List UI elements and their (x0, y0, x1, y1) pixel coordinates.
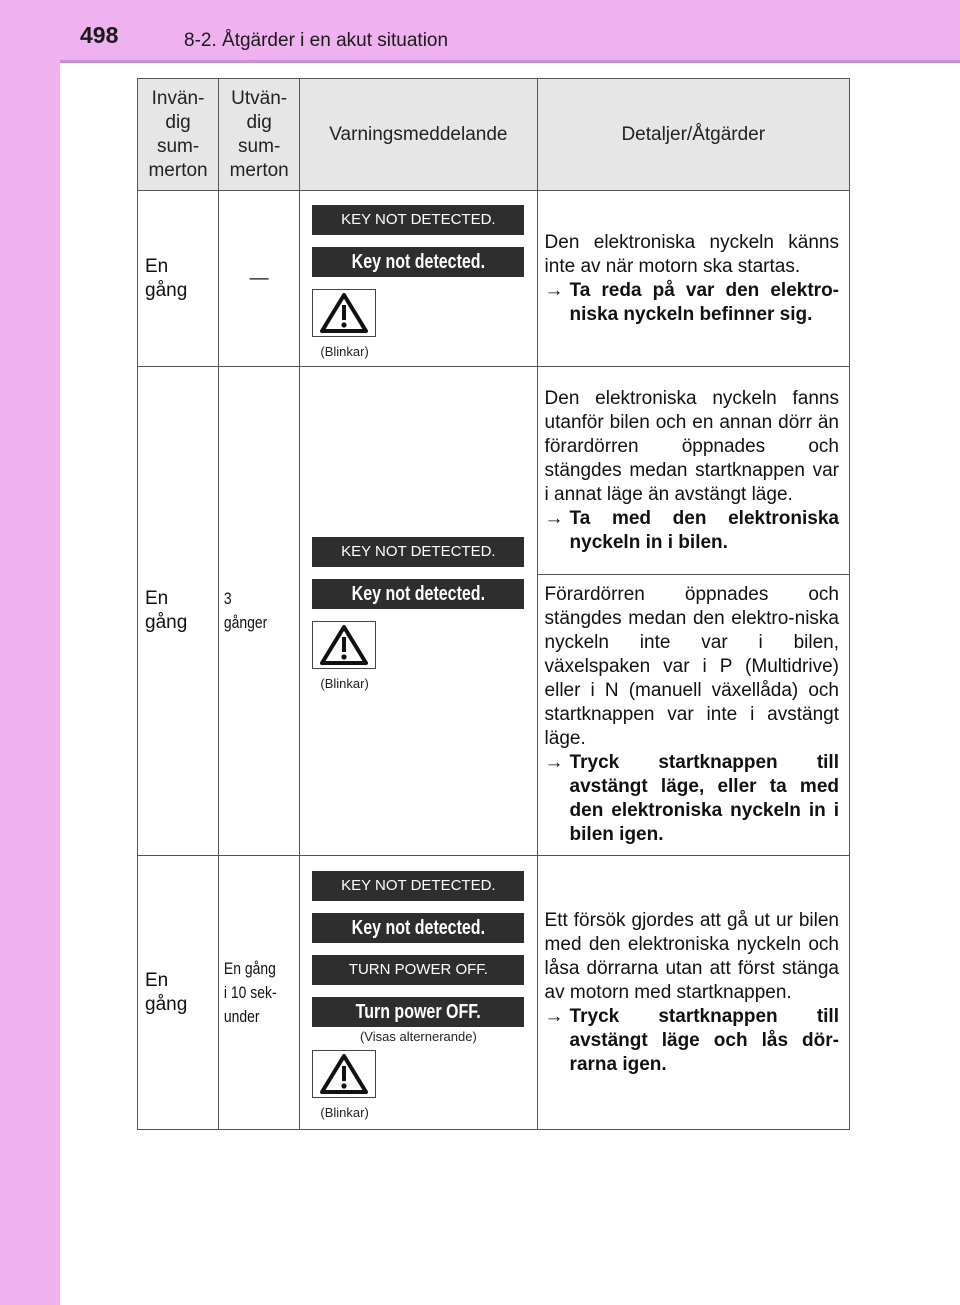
external-buzzer-count: En gång i 10 sek- under (219, 856, 300, 1130)
detail-cell (537, 367, 849, 575)
action-text: Ta reda på var den elektro-niska nyckeln befinner sig. (569, 279, 839, 325)
action-item (545, 751, 839, 847)
warning-table (137, 78, 850, 1130)
header-rule (60, 60, 960, 63)
message-display-small-turn-off: TURN POWER OFF. (312, 955, 524, 985)
internal-buzzer-count: En gång (138, 191, 219, 367)
warning-message-cell (300, 367, 537, 856)
table-row (138, 191, 850, 367)
detail-cell (537, 575, 849, 856)
internal-buzzer-count: En gång (138, 856, 219, 1130)
internal-buzzer-count: En gång (138, 367, 219, 856)
detail-text: Den elektroniska nyckeln känns inte av när motorn ska startas. (544, 231, 839, 277)
external-buzzer-count: — (219, 191, 300, 367)
message-display-large-turn-off: Turn power OFF. (312, 997, 524, 1027)
action-text: Tryck startknappen till avstängt läge, eller ta med den elektroniska nyckeln in i bilen igen. (569, 752, 839, 845)
action-item (545, 507, 839, 555)
side-band (0, 0, 60, 1305)
detail-cell (537, 856, 849, 1130)
arrow-icon: → (544, 279, 564, 301)
table-header-row (138, 79, 850, 191)
action-text: Ta med den elektroniska nyckeln in i bilen. (569, 507, 839, 553)
header-external-buzzer: Utvän- dig sum- merton (219, 79, 300, 191)
external-buzzer-count: 3 gånger (219, 367, 300, 856)
table-row (138, 856, 850, 1130)
detail-text: Den elektroniska nyckeln fanns utanför bilen och en annan dörr än förardörren öppnades och stängdes medan startknappen var i annat läge än avstängt läge. (544, 387, 839, 505)
top-band (0, 0, 960, 60)
blink-caption: (Blinkar) (320, 676, 369, 691)
blink-caption: (Blinkar) (320, 1105, 369, 1120)
warning-message-cell (300, 856, 537, 1130)
message-display-small: KEY NOT DETECTED. (312, 871, 524, 901)
warning-message-cell (300, 191, 537, 367)
action-item (545, 279, 839, 327)
warning-triangle-icon (312, 289, 376, 337)
page-number: 498 (80, 22, 119, 48)
detail-text: Ett försök gjordes att gå ut ur bilen med den elektroniska nyckeln och låsa dörrarna utan att först stänga av motorn med startknappen. (544, 909, 839, 1003)
arrow-icon: → (544, 1005, 564, 1027)
action-text: Tryck startknappen till avstängt läge och lås dör-rarna igen. (569, 1005, 839, 1075)
header-warning-message: Varningsmeddelande (300, 79, 537, 191)
arrow-icon: → (544, 507, 564, 529)
header-details-actions: Detaljer/Åtgärder (537, 79, 849, 191)
detail-cell (537, 191, 849, 367)
detail-text: Förardörren öppnades och stängdes medan den elektro-niska nyckeln inte var i bilen, växelspaken var i P (Multidrive) eller i N (manuell växellåda) och startknappen var inte i avstängt läge. (544, 584, 839, 749)
warning-triangle-icon (312, 1050, 376, 1098)
message-display-large: Key not detected. (312, 913, 524, 943)
blink-caption: (Blinkar) (320, 343, 369, 359)
message-display-large: Key not detected. (312, 247, 524, 277)
message-display-large: Key not detected. (312, 579, 524, 609)
alternating-caption: (Visas alternerande) (359, 1029, 477, 1044)
warning-triangle-icon (312, 621, 376, 669)
message-display-small: KEY NOT DETECTED. (312, 205, 524, 235)
message-display-small: KEY NOT DETECTED. (312, 537, 524, 567)
section-title: 8-2. Åtgärder i en akut situation (184, 30, 449, 51)
arrow-icon: → (544, 752, 564, 773)
action-item (545, 1005, 839, 1077)
header-internal-buzzer: Invän- dig sum- merton (138, 79, 219, 191)
table-row (138, 367, 850, 575)
